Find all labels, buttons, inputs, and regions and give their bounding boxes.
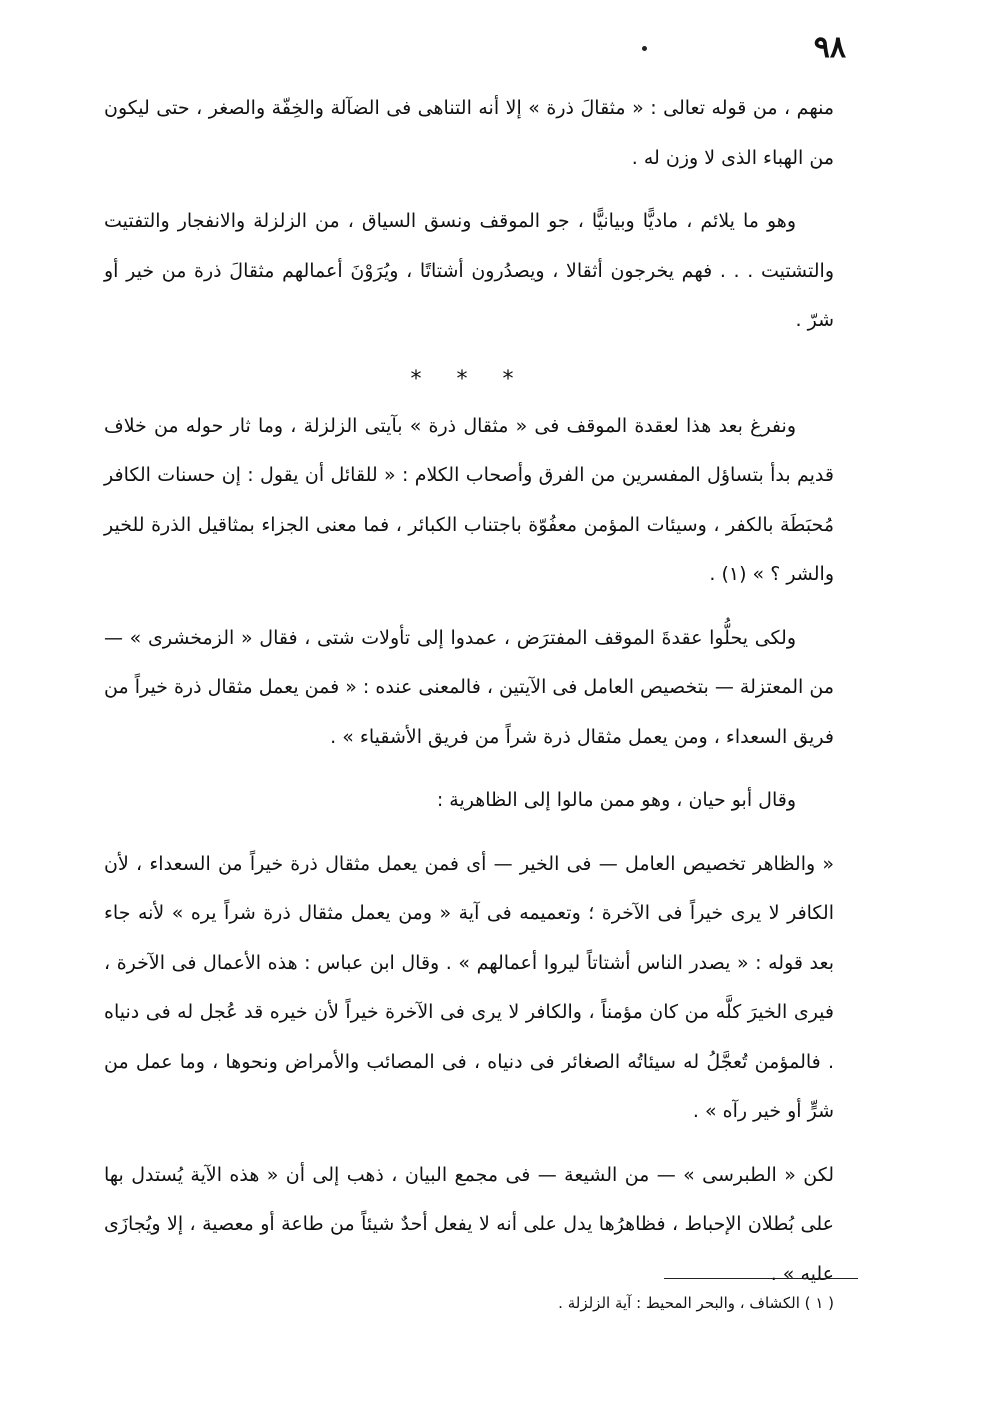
paragraph-3: ونفرغ بعد هذا لعقدة الموقف فى « مثقال ذرة » بآيتى الزلزلة ، وما ثار حوله من خلاف قديم بدأ بتساؤل المفسرين من الفرق وأصحاب الكلام : « للقائل أن يقول : إن حسنات الكافر مُحبَطَة بالكفر ، وسيئات المؤمن معفُوّة باجتناب الكبائر ، فما معنى الجزاء بمثاقيل الذرة للخير والشر ؟ » (١) . — [104, 414, 834, 585]
footnote-divider — [664, 1278, 858, 1279]
paragraph-7: لكن « الطبرسى » — من الشيعة — فى مجمع البيان ، ذهب إلى أن « هذه الآية يُستدل بها على بُطلان الإحباط ، فظاهرُها يدل على أنه لا يفعل أحدٌ شيئاً من طاعة أو معصية ، إلا ويُجازَى عليه » . — [104, 1163, 834, 1285]
body-text — [104, 84, 834, 1313]
paragraph-5: وقال أبو حيان ، وهو ممن مالوا إلى الظاهرية : — [436, 789, 796, 811]
page-number: ٩٨ — [813, 30, 846, 65]
paragraph-4: ولكى يحلُّوا عقدةَ الموقف المفترَض ، عمدوا إلى تأولات شتى ، فقال « الزمخشرى » — من المعتزلة — بتخصيص العامل فى الآيتين ، فالمعنى عنده : « فمن يعمل مثقال ذرة خيراً من فريق السعداء ، ومن يعمل مثقال ذرة شراً من فريق الأشقياء » . — [104, 626, 834, 748]
paragraph-2: وهو ما يلائم ، ماديًّا وبيانيًّا ، جو الموقف ونسق السياق ، من الزلزلة والانفجار والتفتيت والتشتيت . . . فهم يخرجون أثقالا ، ويصدُرون أشتاتًا ، ويُرَوْنَ أعمالهم مثقالَ ذرة من خير أو شرّ . — [104, 210, 834, 331]
ink-speck — [642, 46, 647, 51]
section-separator: * * * — [410, 366, 528, 392]
quote-abu-hayyan: « والظاهر تخصيص العامل — فى الخير — أى فمن يعمل مثقال ذرة خيراً من السعداء ، لأن الكافر لا يرى خيراً فى الآخرة ؛ وتعميمه فى آية « ومن يعمل مثقال ذرة شراً يره » لأنه جاء بعد قوله : « يصدر الناس أشتاتاً ليروا أعمالهم » . وقال ابن عباس : هذه الأعمال فى الآخرة ، فيرى الخيرَ كلَّه من كان مؤمناً ، والكافر لا يرى فى الآخرة خيراً لأن خيره قد عُجل له فى دنياه . فالمؤمن تُعجَّلُ له سيئاتُه الصغائر فى دنياه ، فى المصائب والأمراض ونحوها ، وما عمل من شرٍّ أو خير رآه » . — [104, 852, 834, 1122]
footnote: ( ١ ) الكشاف ، والبحر المحيط : آية الزلزلة . — [558, 1294, 834, 1312]
paragraph-1: منهم ، من قوله تعالى : « مثقالَ ذرة » إلا أنه التناهى فى الضآلة والخِفّة والصغر ، حتى ليكون من الهباء الذى لا وزن له . — [104, 97, 834, 169]
